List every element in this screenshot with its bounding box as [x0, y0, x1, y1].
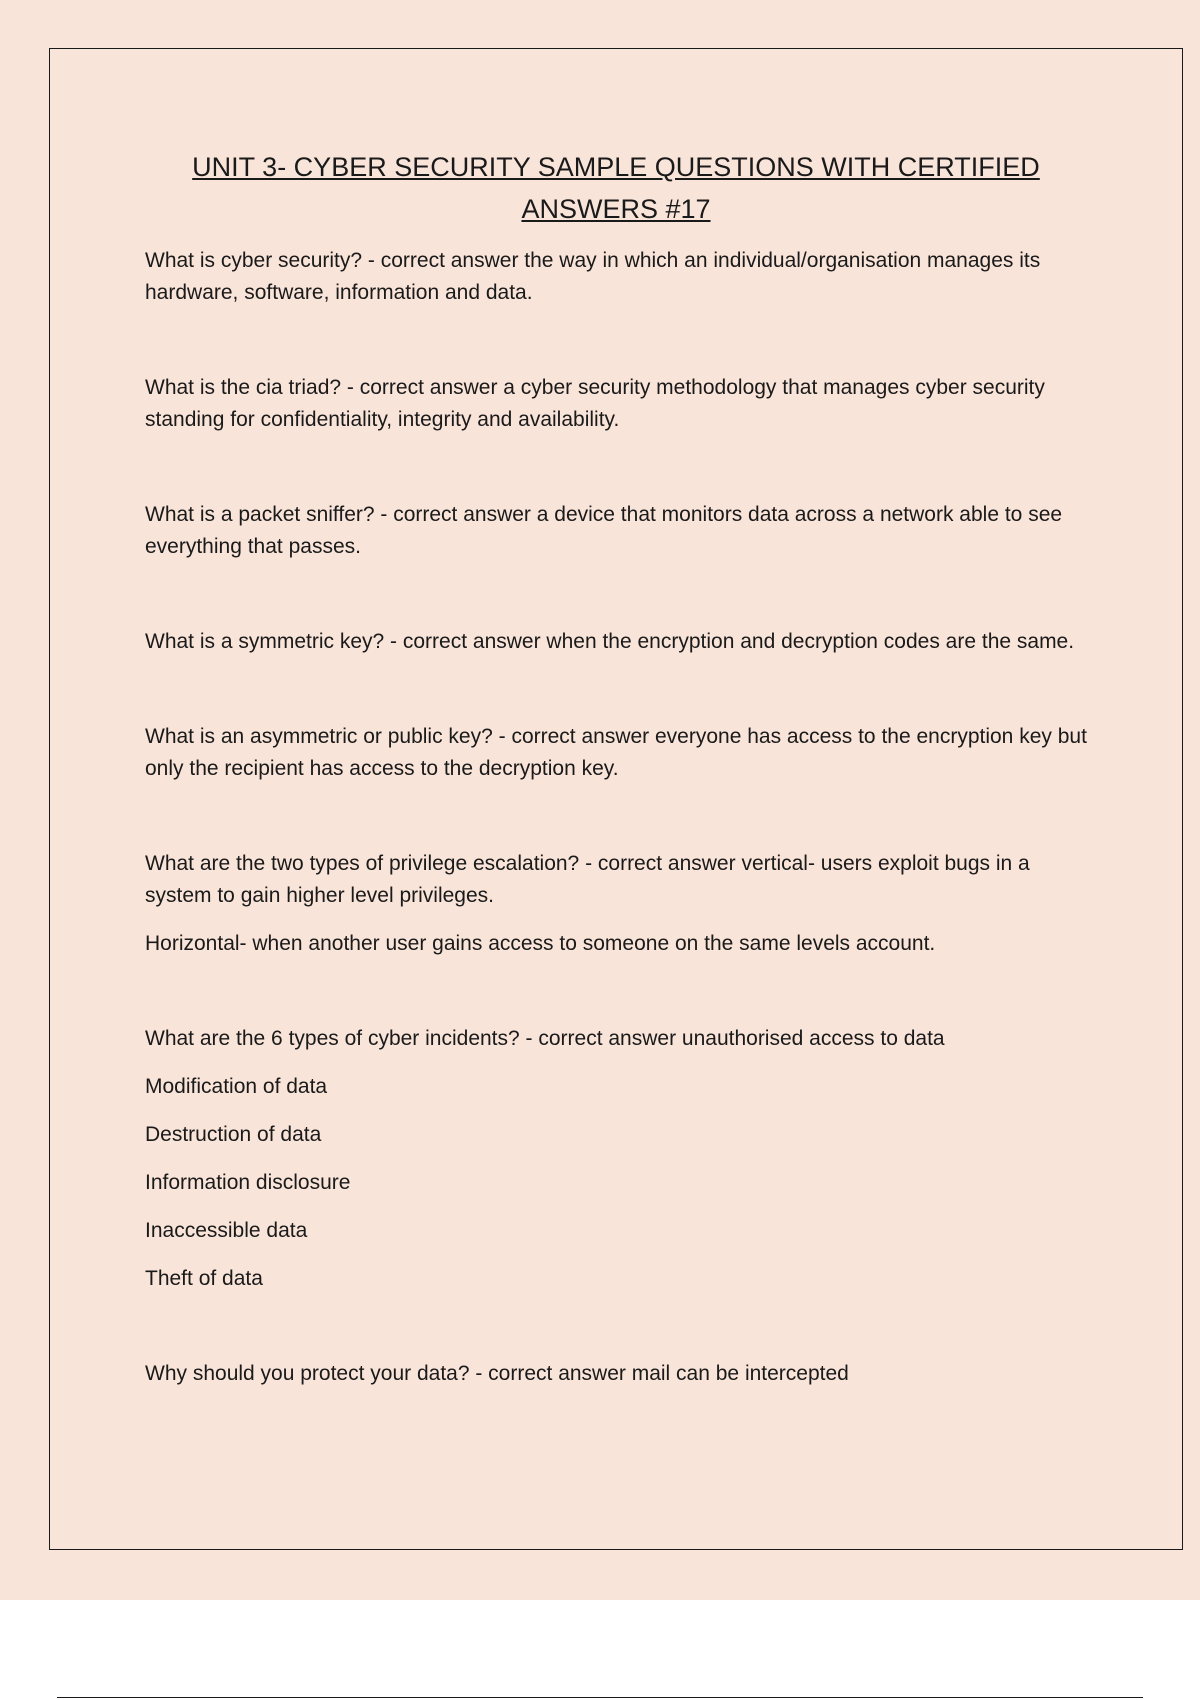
qa-text: What is a packet sniffer? - correct answer a device that monitors data across a network able to see everything that passes. — [145, 503, 1063, 558]
qa-list-entry: Inaccessible data — [145, 1219, 308, 1242]
qa-item-asymmetric-key — [145, 721, 1090, 785]
qa-list-entry: Modification of data — [145, 1075, 328, 1098]
qa-text: Horizontal- when another user gains access to someone on the same levels account. — [145, 932, 936, 955]
title-line-1: UNIT 3- CYBER SECURITY SAMPLE QUESTIONS WITH CERTIFIED — [192, 152, 1040, 182]
qa-text: What is an asymmetric or public key? - correct answer everyone has access to the encryption key but only the recipient has access to the decryption key. — [145, 725, 1087, 780]
qa-text: What are the 6 types of cyber incidents? - correct answer unauthorised access to data — [145, 1027, 945, 1050]
qa-list-entry: Destruction of data — [145, 1123, 322, 1146]
qa-item-symmetric-key — [145, 626, 1090, 658]
qa-item-privilege-escalation — [145, 848, 1090, 960]
qa-text: What is a symmetric key? - correct answer when the encryption and decryption codes are the same. — [145, 630, 1075, 653]
qa-item-cyber-incidents — [145, 1023, 1090, 1295]
qa-item-cia-triad — [145, 372, 1090, 436]
qa-item-cyber-security — [145, 245, 1090, 309]
title-line-2: ANSWERS #17 — [521, 194, 711, 224]
qa-text: What are the two types of privilege escalation? - correct answer vertical- users exploit bugs in a system to gain higher level privileges. — [145, 852, 1030, 907]
footer-divider — [57, 1697, 1143, 1698]
qa-text: What is cyber security? - correct answer the way in which an individual/organisation manages its hardware, software, information and data. — [145, 249, 1041, 304]
qa-item-protect-data — [145, 1358, 1090, 1390]
qa-text: What is the cia triad? - correct answer a cyber security methodology that manages cyber security standing for confidentiality, integrity and availability. — [145, 376, 1045, 431]
qa-item-packet-sniffer — [145, 499, 1090, 563]
qa-text: Why should you protect your data? - correct answer mail can be intercepted — [145, 1362, 849, 1385]
qa-list-entry: Information disclosure — [145, 1171, 351, 1194]
qa-list — [145, 245, 1090, 1390]
qa-list-entry: Theft of data — [145, 1267, 263, 1290]
document-title — [49, 146, 1183, 230]
